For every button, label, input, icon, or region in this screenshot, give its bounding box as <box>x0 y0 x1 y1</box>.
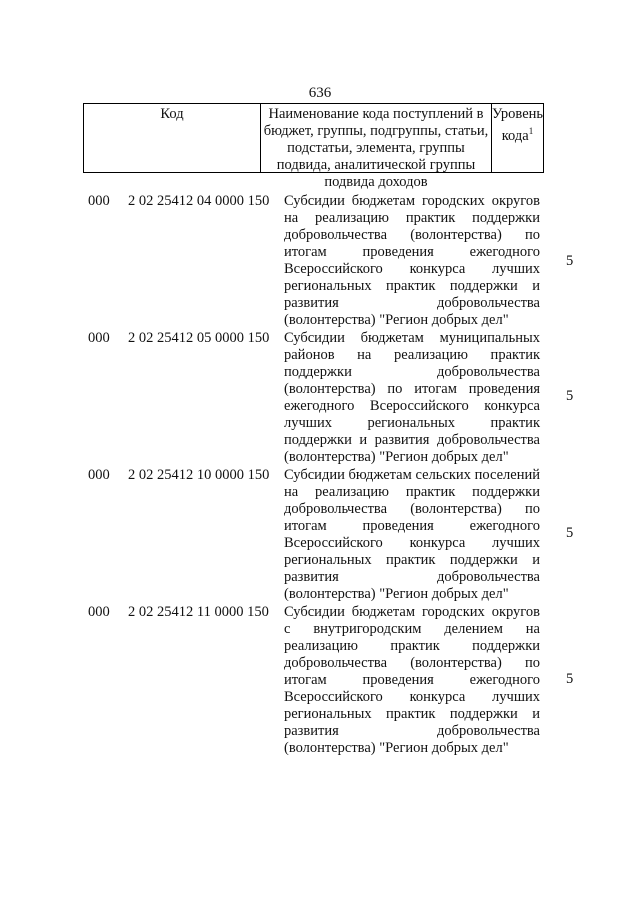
row-name: Субсидии бюджетам сельских поселений на реализацию практик поддержки добровольчества (волонтерства) по итогам проведения ежегодного Всероссийского конкурса лучших региональных практик поддержки и развития добровольчества (волонтерства) "Регион добрых дел" <box>284 467 540 602</box>
row-revenue-code: 2 02 25412 04 0000 150 <box>128 193 270 209</box>
row-level: 5 <box>566 388 574 404</box>
row-level: 5 <box>566 525 574 541</box>
row-revenue-code: 2 02 25412 05 0000 150 <box>128 330 270 346</box>
table-row <box>88 193 574 329</box>
row-name: Субсидии бюджетам муниципальных районов на реализацию практик поддержки добровольчества (волонтерства) по итогам проведения ежегодного Всероссийского конкурса лучших региональных практик поддержки и развития добровольчества (волонтерства) "Регион добрых дел" <box>284 330 540 465</box>
row-revenue-code: 2 02 25412 10 0000 150 <box>128 467 270 483</box>
row-level: 5 <box>566 253 574 269</box>
table-row <box>88 467 574 603</box>
header-level-label: Уровень кода <box>491 106 543 144</box>
row-revenue-code: 2 02 25412 11 0000 150 <box>128 604 269 620</box>
row-name: Субсидии бюджетам городских округов с внутригородским делением на реализацию практик поддержки добровольчества (волонтерства) по итогам проведения ежегодного Всероссийского конкурса лучших региональных практик поддержки и развития добровольчества (волонтерства) "Регион добрых дел" <box>284 604 540 756</box>
table-row <box>88 604 574 756</box>
table-header <box>83 103 544 190</box>
table-row <box>88 330 574 466</box>
header-level <box>492 104 543 172</box>
row-name: Субсидии бюджетам городских округов на реализацию практик поддержки добровольчества (волонтерства) по итогам проведения ежегодного Всероссийского конкурса лучших региональных практик поддержки и развития добровольчества (волонтерства) "Регион добрых дел" <box>284 193 540 328</box>
header-name: Наименование кода поступлений в бюджет, группы, подгруппы, статьи, подстатьи, элемента, группы подвида, аналитической группы подвида доходов <box>261 104 492 172</box>
row-group-code: 000 <box>88 330 110 346</box>
header-code: Код <box>84 104 261 172</box>
row-group-code: 000 <box>88 467 110 483</box>
header-level-footnote: 1 <box>528 126 534 136</box>
row-level: 5 <box>566 671 574 687</box>
row-group-code: 000 <box>88 193 110 209</box>
page-number: 636 <box>308 85 332 101</box>
row-group-code: 000 <box>88 604 110 620</box>
